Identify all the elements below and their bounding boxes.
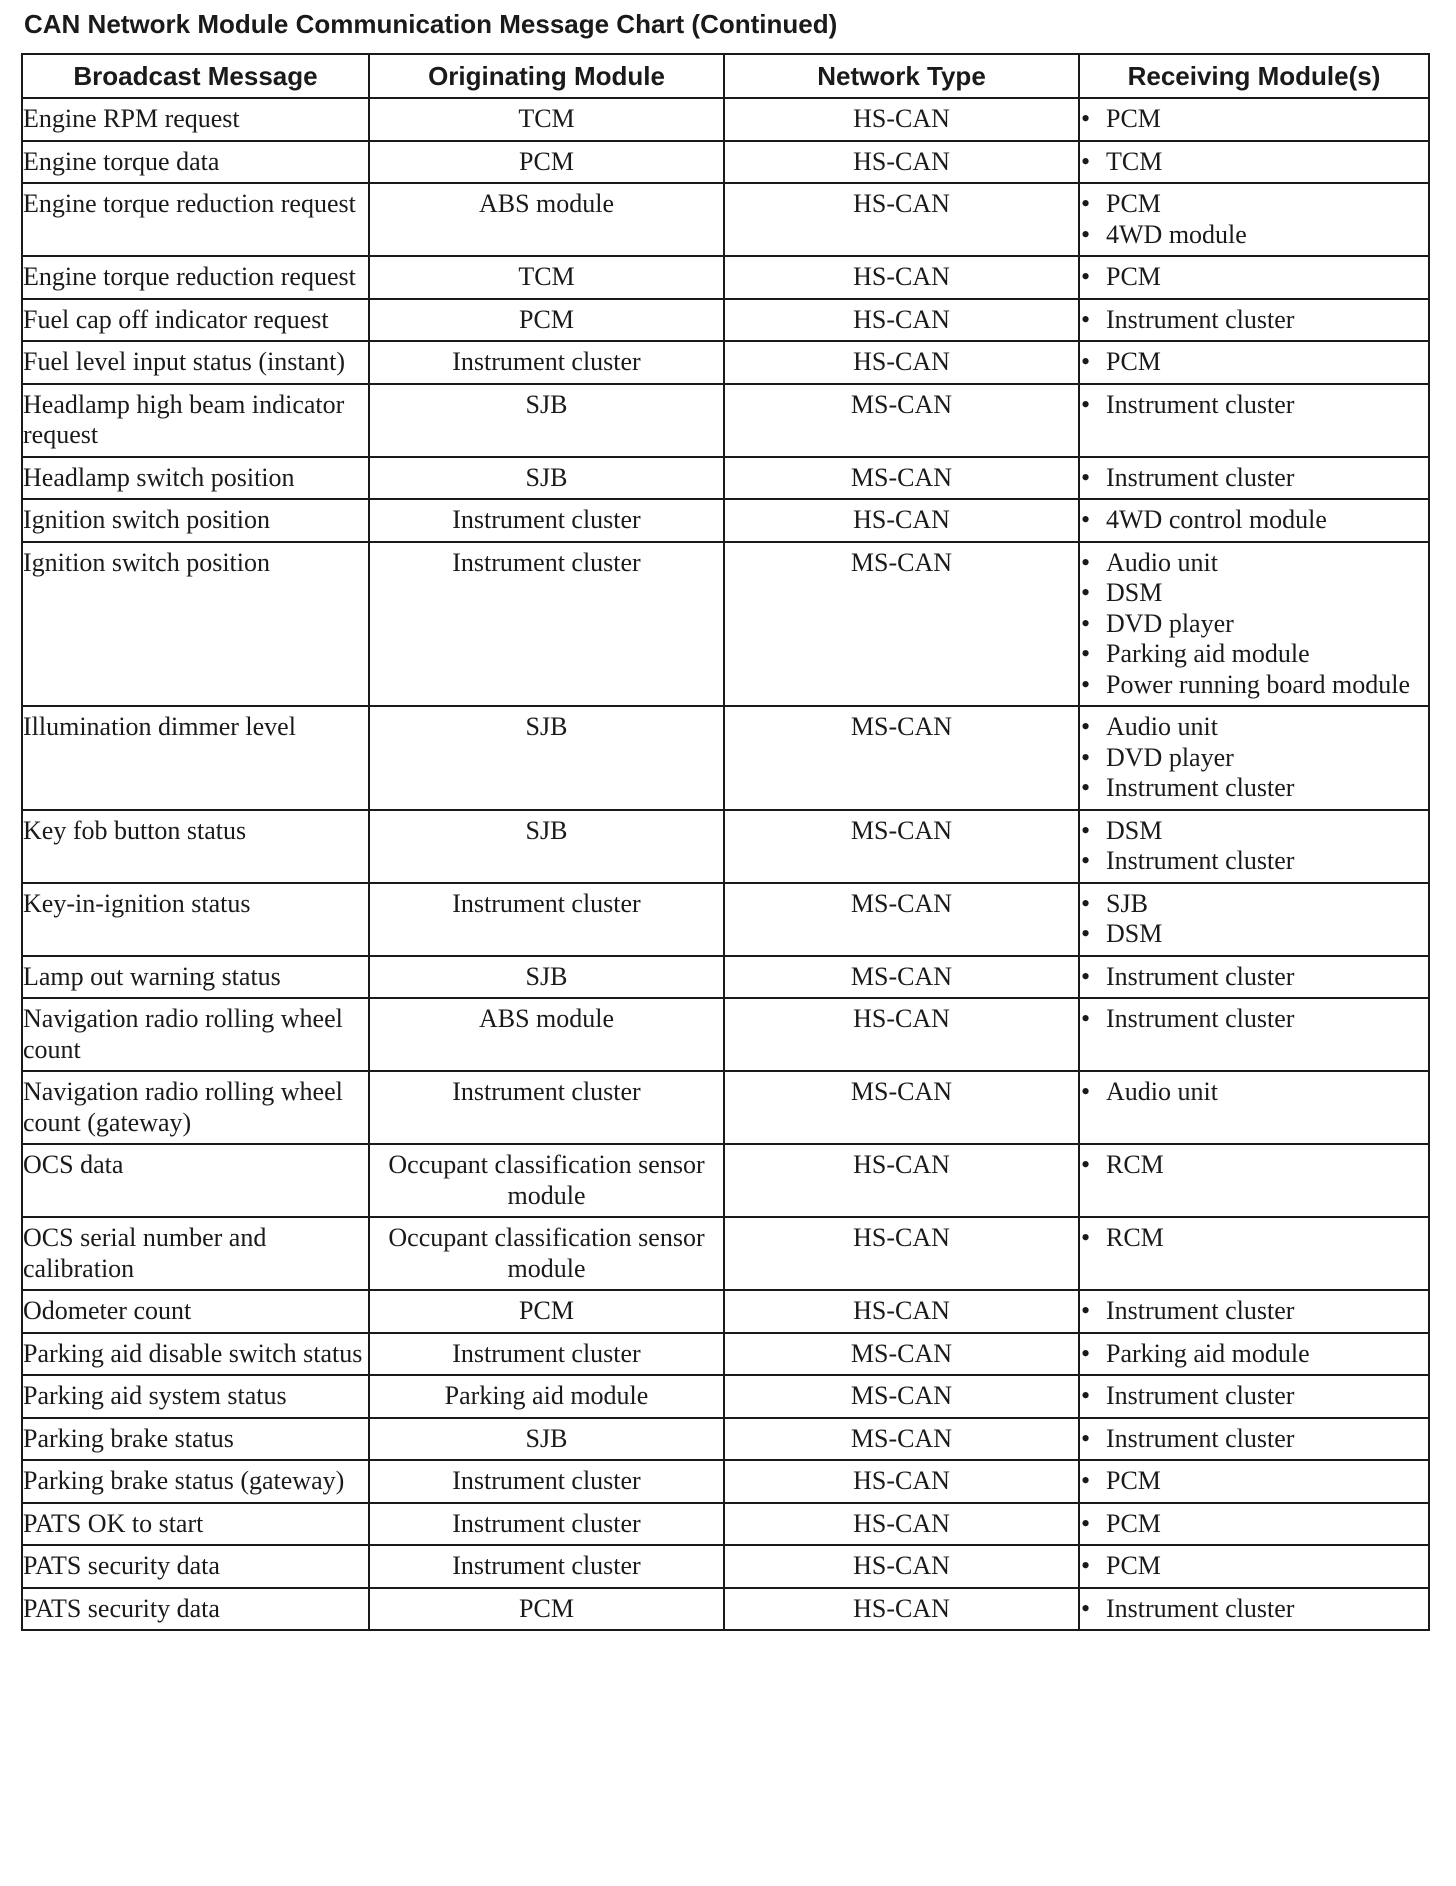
receiving-module-item: • TCM [1080,147,1428,178]
table-row [22,1588,1429,1631]
receiving-modules-list [1080,1339,1428,1370]
receiving-module-item: • Instrument cluster [1080,1594,1428,1625]
table-row [22,1375,1429,1418]
network-type-cell: MS-CAN [724,810,1079,883]
receiving-modules-cell [1079,1333,1429,1376]
table-row [22,1333,1429,1376]
table-row [22,299,1429,342]
originating-module-cell: Instrument cluster [369,883,724,956]
column-header-originating-module: Originating Module [369,54,724,98]
originating-module-cell: Parking aid module [369,1375,724,1418]
receiving-module-item: • Instrument cluster [1080,1381,1428,1412]
table-row [22,256,1429,299]
receiving-modules-cell [1079,1144,1429,1217]
network-type-cell: MS-CAN [724,956,1079,999]
network-type-cell: MS-CAN [724,1333,1079,1376]
network-type-cell: HS-CAN [724,499,1079,542]
receiving-module-item: • Instrument cluster [1080,305,1428,336]
receiving-modules-cell [1079,1290,1429,1333]
receiving-module-item: • SJB [1080,889,1428,920]
receiving-modules-list [1080,390,1428,421]
receiving-modules-cell [1079,341,1429,384]
broadcast-message-cell: Engine torque data [22,141,369,184]
network-type-cell: MS-CAN [724,883,1079,956]
network-type-cell: HS-CAN [724,1588,1079,1631]
receiving-module-item: • PCM [1080,1509,1428,1540]
broadcast-message-cell: Key fob button status [22,810,369,883]
receiving-modules-list [1080,1424,1428,1455]
originating-module-cell: Occupant classification sensor module [369,1217,724,1290]
receiving-modules-cell [1079,256,1429,299]
network-type-cell: MS-CAN [724,457,1079,500]
broadcast-message-cell: Ignition switch position [22,499,369,542]
table-row [22,341,1429,384]
receiving-modules-cell [1079,457,1429,500]
originating-module-cell: Occupant classification sensor module [369,1144,724,1217]
receiving-module-item: • Instrument cluster [1080,463,1428,494]
originating-module-cell: ABS module [369,183,724,256]
receiving-module-item: • Instrument cluster [1080,1004,1428,1035]
receiving-modules-list [1080,1223,1428,1254]
receiving-module-item: • DSM [1080,919,1428,950]
originating-module-cell: ABS module [369,998,724,1071]
broadcast-message-cell: Parking brake status (gateway) [22,1460,369,1503]
receiving-modules-cell [1079,384,1429,457]
receiving-modules-cell [1079,1503,1429,1546]
receiving-module-item: • RCM [1080,1150,1428,1181]
table-row [22,1545,1429,1588]
receiving-module-item: • Instrument cluster [1080,773,1428,804]
originating-module-cell: Instrument cluster [369,1545,724,1588]
originating-module-cell: SJB [369,956,724,999]
receiving-module-item: • Instrument cluster [1080,1424,1428,1455]
broadcast-message-cell: Fuel level input status (instant) [22,341,369,384]
table-row [22,98,1429,141]
receiving-modules-list [1080,1296,1428,1327]
receiving-modules-list [1080,147,1428,178]
receiving-modules-cell [1079,499,1429,542]
receiving-modules-cell [1079,810,1429,883]
receiving-module-item: • PCM [1080,262,1428,293]
receiving-modules-list [1080,1551,1428,1582]
network-type-cell: HS-CAN [724,256,1079,299]
page-title: CAN Network Module Communication Message Chart (Continued) [24,9,838,39]
originating-module-cell: PCM [369,141,724,184]
receiving-module-item: • Audio unit [1080,712,1428,743]
broadcast-message-cell: OCS data [22,1144,369,1217]
receiving-modules-cell [1079,956,1429,999]
originating-module-cell: Instrument cluster [369,542,724,707]
receiving-modules-cell [1079,1418,1429,1461]
originating-module-cell: Instrument cluster [369,499,724,542]
broadcast-message-cell: Ignition switch position [22,542,369,707]
network-type-cell: HS-CAN [724,1290,1079,1333]
network-type-cell: HS-CAN [724,341,1079,384]
receiving-modules-list [1080,962,1428,993]
originating-module-cell: Instrument cluster [369,341,724,384]
table-row [22,706,1429,810]
receiving-modules-list [1080,1150,1428,1181]
network-type-cell: HS-CAN [724,183,1079,256]
receiving-modules-list [1080,816,1428,877]
originating-module-cell: SJB [369,810,724,883]
broadcast-message-cell: PATS security data [22,1588,369,1631]
originating-module-cell: Instrument cluster [369,1460,724,1503]
receiving-module-item: • Parking aid module [1080,1339,1428,1370]
receiving-module-item: • Instrument cluster [1080,1296,1428,1327]
receiving-module-item: • DSM [1080,816,1428,847]
receiving-modules-list [1080,1381,1428,1412]
broadcast-message-cell: Parking brake status [22,1418,369,1461]
receiving-modules-list [1080,463,1428,494]
receiving-module-item: • DVD player [1080,609,1428,640]
receiving-modules-list [1080,1594,1428,1625]
originating-module-cell: PCM [369,1588,724,1631]
network-type-cell: HS-CAN [724,299,1079,342]
table-header-row [22,54,1429,98]
broadcast-message-cell: Engine torque reduction request [22,183,369,256]
receiving-module-item: • Audio unit [1080,548,1428,579]
table-row [22,998,1429,1071]
network-type-cell: HS-CAN [724,98,1079,141]
receiving-modules-cell [1079,542,1429,707]
receiving-modules-cell [1079,1217,1429,1290]
network-type-cell: MS-CAN [724,542,1079,707]
originating-module-cell: TCM [369,256,724,299]
receiving-modules-cell [1079,1460,1429,1503]
broadcast-message-cell: Key-in-ignition status [22,883,369,956]
originating-module-cell: Instrument cluster [369,1333,724,1376]
receiving-module-item: • Power running board module [1080,670,1428,701]
broadcast-message-cell: Fuel cap off indicator request [22,299,369,342]
broadcast-message-cell: PATS OK to start [22,1503,369,1546]
table-row [22,499,1429,542]
originating-module-cell: SJB [369,384,724,457]
receiving-module-item: • Instrument cluster [1080,390,1428,421]
broadcast-message-cell: Lamp out warning status [22,956,369,999]
network-type-cell: HS-CAN [724,1144,1079,1217]
message-chart-table [21,53,1430,1631]
table-row [22,542,1429,707]
broadcast-message-cell: Parking aid system status [22,1375,369,1418]
receiving-module-item: • RCM [1080,1223,1428,1254]
receiving-modules-cell [1079,1545,1429,1588]
network-type-cell: HS-CAN [724,1217,1079,1290]
receiving-module-item: • Instrument cluster [1080,962,1428,993]
receiving-modules-list [1080,548,1428,701]
network-type-cell: HS-CAN [724,1460,1079,1503]
receiving-module-item: • PCM [1080,1551,1428,1582]
broadcast-message-cell: Illumination dimmer level [22,706,369,810]
receiving-modules-list [1080,1466,1428,1497]
column-header-network-type: Network Type [724,54,1079,98]
table-row [22,1144,1429,1217]
broadcast-message-cell: Engine RPM request [22,98,369,141]
table-row [22,1460,1429,1503]
receiving-modules-list [1080,712,1428,804]
broadcast-message-cell: PATS security data [22,1545,369,1588]
receiving-modules-list [1080,505,1428,536]
table-body [22,98,1429,1630]
table-row [22,141,1429,184]
broadcast-message-cell: OCS serial number and calibration [22,1217,369,1290]
table-row [22,956,1429,999]
receiving-modules-list [1080,1077,1428,1108]
receiving-modules-list [1080,889,1428,950]
network-type-cell: HS-CAN [724,1545,1079,1588]
receiving-modules-list [1080,104,1428,135]
receiving-module-item: • Parking aid module [1080,639,1428,670]
table-row [22,1290,1429,1333]
receiving-module-item: • 4WD module [1080,220,1428,251]
network-type-cell: MS-CAN [724,706,1079,810]
receiving-modules-list [1080,189,1428,250]
network-type-cell: MS-CAN [724,1071,1079,1144]
network-type-cell: HS-CAN [724,1503,1079,1546]
receiving-modules-cell [1079,98,1429,141]
broadcast-message-cell: Odometer count [22,1290,369,1333]
originating-module-cell: SJB [369,1418,724,1461]
broadcast-message-cell: Headlamp high beam indicator request [22,384,369,457]
table-row [22,1071,1429,1144]
receiving-modules-list [1080,1509,1428,1540]
originating-module-cell: Instrument cluster [369,1071,724,1144]
receiving-module-item: • Audio unit [1080,1077,1428,1108]
receiving-modules-cell [1079,883,1429,956]
originating-module-cell: PCM [369,1290,724,1333]
broadcast-message-cell: Parking aid disable switch status [22,1333,369,1376]
network-type-cell: MS-CAN [724,384,1079,457]
network-type-cell: HS-CAN [724,141,1079,184]
receiving-module-item: • PCM [1080,104,1428,135]
table-row [22,1503,1429,1546]
receiving-module-item: • PCM [1080,189,1428,220]
table-row [22,810,1429,883]
receiving-modules-list [1080,262,1428,293]
receiving-module-item: • PCM [1080,1466,1428,1497]
originating-module-cell: SJB [369,457,724,500]
receiving-modules-cell [1079,1588,1429,1631]
receiving-modules-list [1080,305,1428,336]
originating-module-cell: PCM [369,299,724,342]
broadcast-message-cell: Engine torque reduction request [22,256,369,299]
receiving-module-item: • DVD player [1080,743,1428,774]
receiving-modules-cell [1079,141,1429,184]
receiving-module-item: • Instrument cluster [1080,846,1428,877]
originating-module-cell: TCM [369,98,724,141]
originating-module-cell: Instrument cluster [369,1503,724,1546]
broadcast-message-cell: Navigation radio rolling wheel count [22,998,369,1071]
table-row [22,384,1429,457]
broadcast-message-cell: Navigation radio rolling wheel count (gateway) [22,1071,369,1144]
network-type-cell: HS-CAN [724,998,1079,1071]
receiving-modules-cell [1079,1071,1429,1144]
receiving-modules-list [1080,347,1428,378]
column-header-receiving-modules: Receiving Module(s) [1079,54,1429,98]
table-row [22,1217,1429,1290]
network-type-cell: MS-CAN [724,1418,1079,1461]
originating-module-cell: SJB [369,706,724,810]
broadcast-message-cell: Headlamp switch position [22,457,369,500]
column-header-broadcast-message: Broadcast Message [22,54,369,98]
receiving-module-item: • DSM [1080,578,1428,609]
table-row [22,457,1429,500]
receiving-modules-cell [1079,1375,1429,1418]
receiving-module-item: • PCM [1080,347,1428,378]
receiving-modules-cell [1079,706,1429,810]
table-row [22,883,1429,956]
receiving-modules-cell [1079,183,1429,256]
receiving-modules-list [1080,1004,1428,1035]
table-row [22,1418,1429,1461]
receiving-module-item: • 4WD control module [1080,505,1428,536]
table-row [22,183,1429,256]
receiving-modules-cell [1079,299,1429,342]
network-type-cell: MS-CAN [724,1375,1079,1418]
receiving-modules-cell [1079,998,1429,1071]
